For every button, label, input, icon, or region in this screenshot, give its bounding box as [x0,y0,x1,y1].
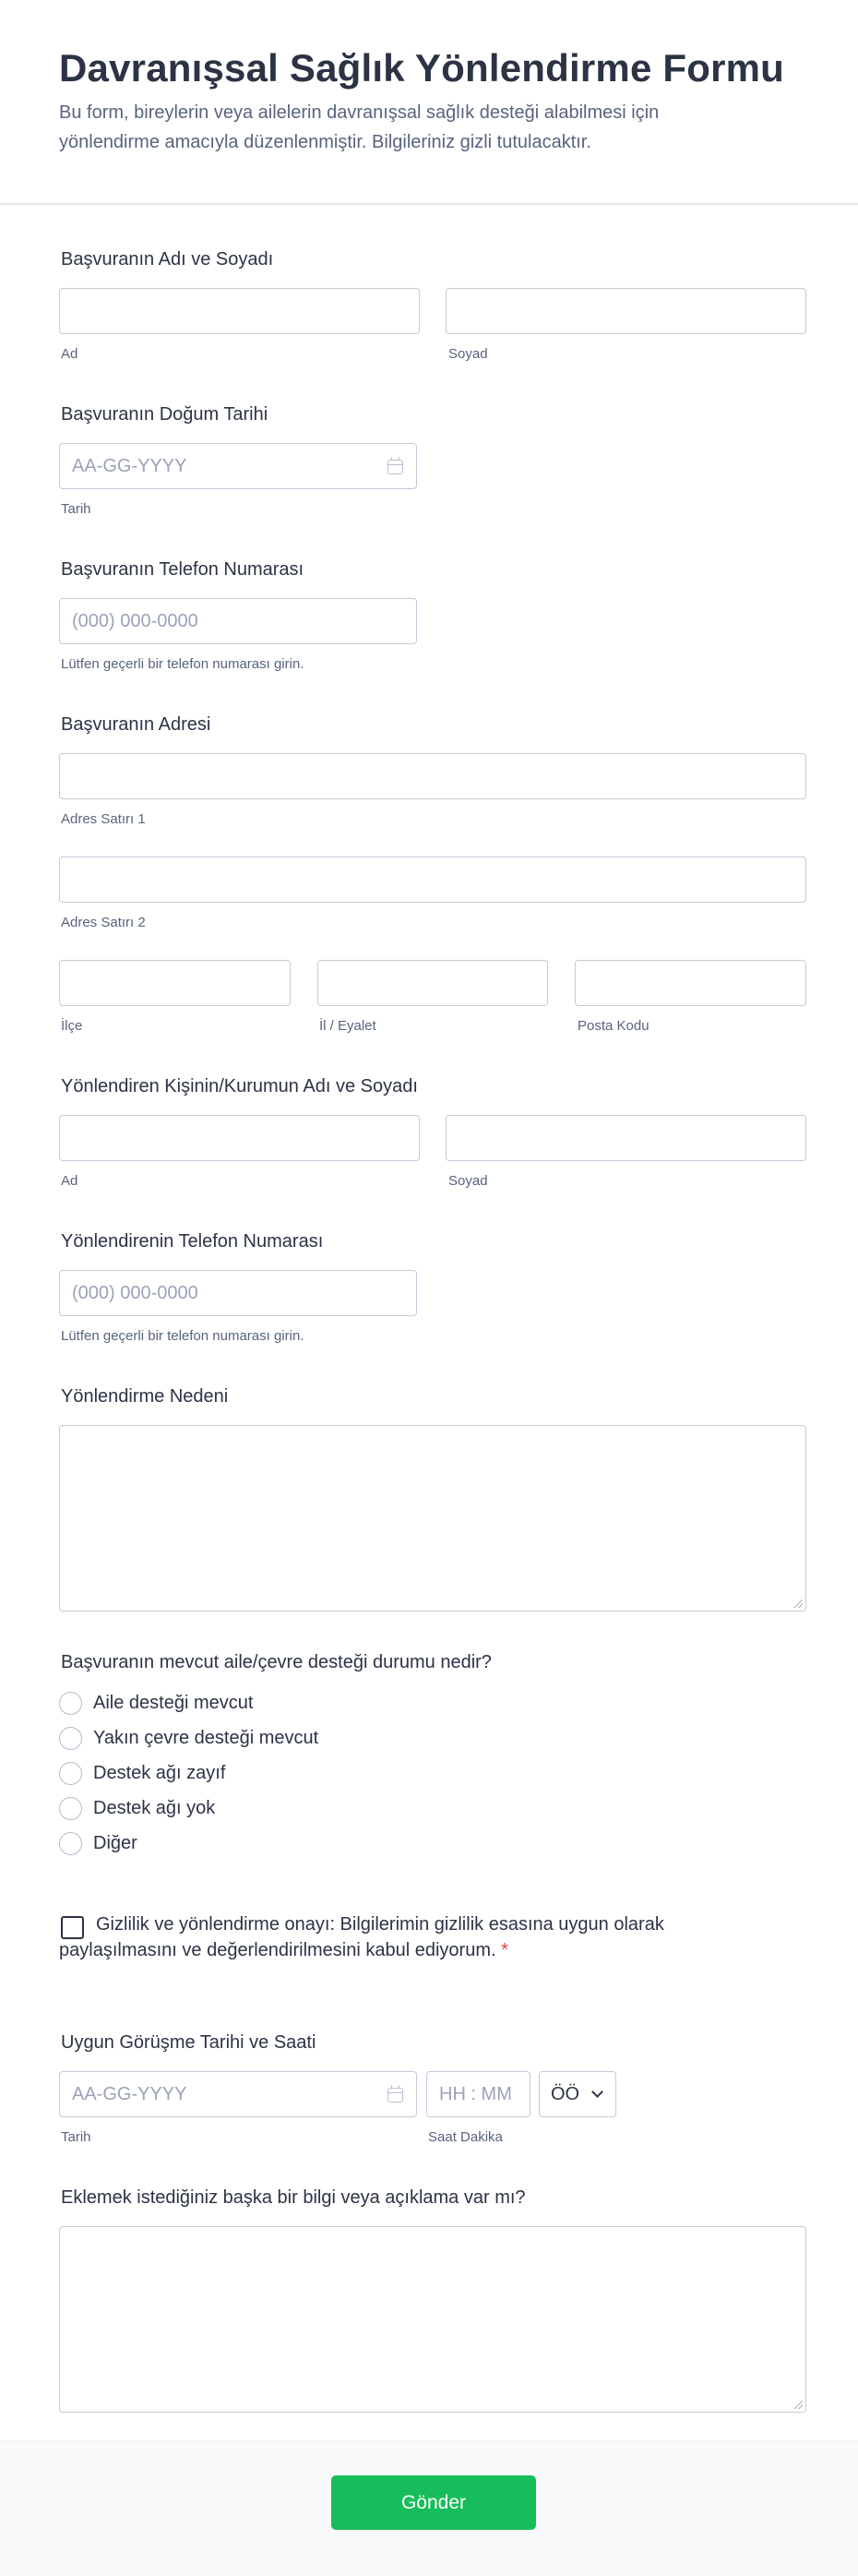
district-input[interactable] [59,960,291,1006]
chevron-down-icon [591,2086,603,2098]
consent-text [59,1911,705,1963]
radio-button[interactable] [59,1762,82,1785]
appointment-time-placeholder: HH : MM [439,2084,512,2104]
support-option-label: Yakın çevre desteği mevcut [93,1728,319,1748]
referrer-phone-label: Yönlendirenin Telefon Numarası [61,1231,324,1252]
referrer-phone-input[interactable] [59,1270,417,1316]
address-line1-input[interactable] [59,753,806,799]
applicant-birthdate-input[interactable] [59,443,417,489]
applicant-phone-sublabel: Lütfen geçerli bir telefon numarası girin. [61,656,304,672]
applicant-birthdate-placeholder: AA-GG-YYYY [72,456,187,476]
referrer-last-name-sublabel: Soyad [448,1173,488,1189]
form-header [0,0,858,205]
support-option-label: Destek ağı yok [93,1798,216,1818]
ampm-select[interactable] [539,2071,616,2117]
appointment-time-input[interactable] [426,2071,530,2117]
additional-info-label: Eklemek istediğiniz başka bir bilgi veya açıklama var mı? [61,2187,526,2208]
district-sublabel: İlçe [61,1018,83,1034]
support-option-label: Aile desteği mevcut [93,1693,254,1713]
address-line1-sublabel: Adres Satırı 1 [61,811,146,827]
appointment-time-sublabel: Saat Dakika [428,2129,503,2145]
referrer-phone-sublabel: Lütfen geçerli bir telefon numarası girin. [61,1328,304,1344]
resize-handle-icon[interactable] [794,2401,803,2409]
referrer-first-name-sublabel: Ad [61,1173,78,1189]
calendar-icon[interactable] [387,2088,403,2103]
radio-button[interactable] [59,1692,82,1715]
appointment-date-placeholder: AA-GG-YYYY [72,2084,187,2104]
support-option-label: Destek ağı zayıf [93,1763,226,1783]
form-title: Davranışsal Sağlık Yönlendirme Formu [59,46,785,90]
appointment-date-input[interactable] [59,2071,417,2117]
referrer-first-name-input[interactable] [59,1115,420,1161]
address-line2-sublabel: Adres Satırı 2 [61,915,146,930]
applicant-address-label: Başvuranın Adresi [61,714,211,735]
radio-button[interactable] [59,1832,82,1855]
referrer-last-name-input[interactable] [446,1115,806,1161]
radio-button[interactable] [59,1727,82,1750]
appointment-label: Uygun Görüşme Tarihi ve Saati [61,2032,316,2053]
referral-reason-textarea[interactable] [59,1425,806,1611]
applicant-last-name-sublabel: Soyad [448,346,488,362]
appointment-date-sublabel: Tarih [61,2129,91,2145]
postal-code-sublabel: Posta Kodu [578,1018,649,1034]
applicant-name-label: Başvuranın Adı ve Soyadı [61,249,274,270]
applicant-first-name-sublabel: Ad [61,346,78,362]
support-option-label: Diğer [93,1833,137,1853]
applicant-last-name-input[interactable] [446,288,806,334]
province-sublabel: İl / Eyalet [319,1018,376,1034]
applicant-birthdate-label: Başvuranın Doğum Tarihi [61,404,268,425]
ampm-value: ÖÖ [551,2084,580,2104]
required-mark: * [501,1940,508,1960]
referrer-name-label: Yönlendiren Kişinin/Kurumun Adı ve Soyadı [61,1076,418,1096]
applicant-birthdate-sublabel: Tarih [61,501,91,517]
resize-handle-icon[interactable] [794,1600,803,1608]
applicant-phone-label: Başvuranın Telefon Numarası [61,559,304,580]
additional-info-textarea[interactable] [59,2226,806,2413]
referrer-phone-placeholder: (000) 000-0000 [72,1283,198,1303]
province-input[interactable] [317,960,548,1006]
calendar-icon[interactable] [387,460,403,474]
applicant-phone-placeholder: (000) 000-0000 [72,611,198,631]
form-description: Bu form, bireylerin veya ailelerin davranışsal sağlık desteği alabilmesi için yönlendirme amacıyla düzenlenmiştir. Bilgileriniz gizli tutulacaktır. [59,102,660,152]
support-status-label: Başvuranın mevcut aile/çevre desteği durumu nedir? [61,1652,492,1672]
submit-button[interactable]: Gönder [331,2475,536,2530]
referral-reason-label: Yönlendirme Nedeni [61,1386,229,1407]
radio-button[interactable] [59,1797,82,1820]
address-line2-input[interactable] [59,857,806,903]
applicant-first-name-input[interactable] [59,288,420,334]
consent-label: Gizlilik ve yönlendirme onayı: Bilgilerimin gizlilik esasına uygun olarak paylaşılmasını ve değerlendirilmesini kabul ediyorum. [59,1914,664,1960]
postal-code-input[interactable] [575,960,806,1006]
applicant-phone-input[interactable] [59,598,417,644]
